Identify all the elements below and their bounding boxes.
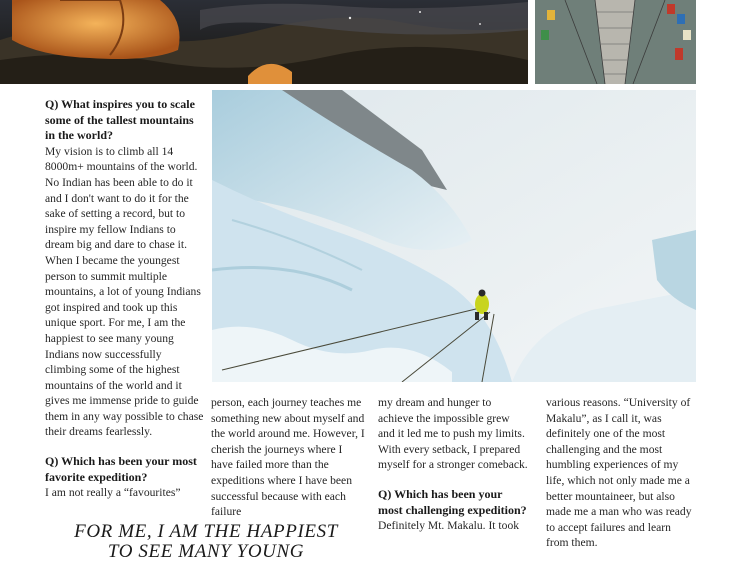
answer-challenging-expedition-cont: various reasons. “University of Makalu”, as I call it, was definitely one of the most challenging and the most humbling experiences of my life, which not only made me a better mountaineer, but also made me a man who was ready to accept failures and learn from them. — [546, 396, 692, 550]
pull-quote-line-1: FOR ME, I AM THE HAPPIEST — [74, 521, 338, 542]
question-favorite-expedition: Q) Which has been your most favorite expedition? — [45, 454, 197, 484]
photo-tents-at-night — [0, 0, 528, 84]
pull-quote-line-2: TO SEE MANY YOUNG — [107, 541, 305, 562]
question-challenging-expedition: Q) Which has been your most challenging expedition? — [378, 486, 527, 517]
pull-quote — [46, 522, 366, 562]
answer-challenging-expedition-start: Definitely Mt. Makalu. It took — [378, 519, 520, 533]
glacier-photo-graphic — [212, 90, 696, 382]
article-column-2 — [211, 395, 366, 520]
answer-favorite-expedition-end: my dream and hunger to achieve the impossible grew and it led me to push my limits. With every setback, I prepared myself for a stronger comeback. — [378, 396, 528, 472]
photo-suspension-bridge — [535, 0, 696, 84]
answer-favorite-expedition-cont: person, each journey teaches me something new about myself and the world around me. However, I cherish the journeys where I have failed more than the expeditions where I have been successful because with each failure — [211, 396, 365, 519]
article-column-1 — [45, 97, 205, 501]
photo-climber-on-glacier — [212, 90, 696, 382]
question-inspiration: Q) What inspires you to scale some of the tallest mountains in the world? — [45, 97, 195, 143]
answer-favorite-expedition-start: I am not really a “favourites” — [45, 486, 181, 500]
answer-inspiration: My vision is to climb all 14 8000m+ mountains of the world. No Indian has been able to do it and I don't want to do it for the sake of setting a record, but to inspire my fellow Indians to dream big and dare to chase it. When I became the youngest person to summit multiple mountains, a lot of young Indians got inspired and took up this unique sport. For me, I am the happiest to see many young Indians now successfully climbing some of the highest mountains of the world and it gives me immense pride to guide them in any way possible to chase their dreams fearlessly. — [45, 144, 204, 439]
tents-photo-graphic — [0, 0, 528, 84]
article-column-4 — [546, 395, 696, 551]
bridge-photo-graphic — [535, 0, 696, 84]
article-column-3 — [378, 395, 528, 534]
